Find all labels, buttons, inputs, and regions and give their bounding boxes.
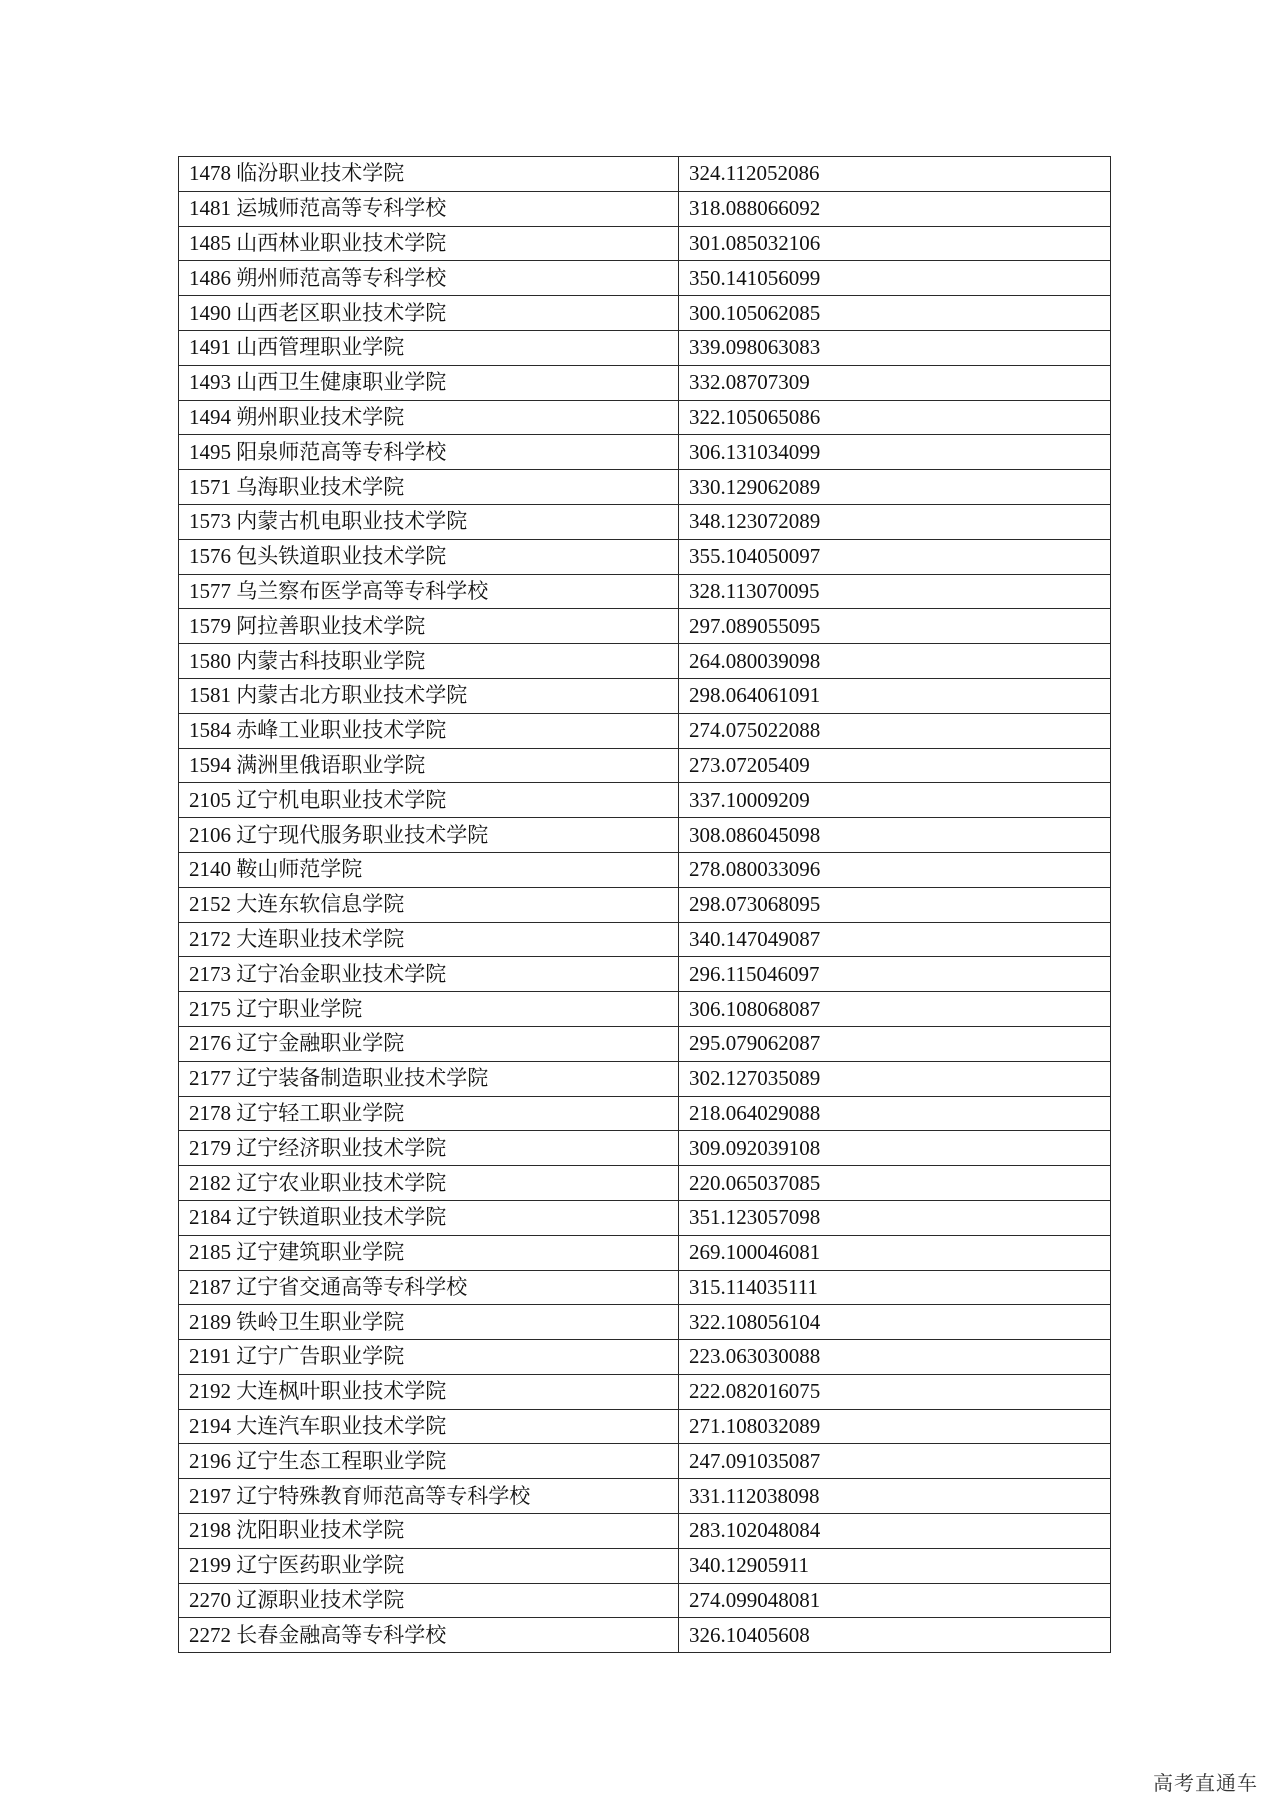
table-row <box>179 1618 1111 1653</box>
school-cell: 1478 临汾职业技术学院 <box>179 157 679 192</box>
school-cell: 1573 内蒙古机电职业技术学院 <box>179 504 679 539</box>
value-cell: 298.064061091 <box>679 678 1111 713</box>
table-row <box>179 1131 1111 1166</box>
school-cell: 2173 辽宁冶金职业技术学院 <box>179 957 679 992</box>
value-cell: 247.091035087 <box>679 1444 1111 1479</box>
school-cell: 2196 辽宁生态工程职业学院 <box>179 1444 679 1479</box>
table-row <box>179 713 1111 748</box>
school-cell: 2272 长春金融高等专科学校 <box>179 1618 679 1653</box>
school-cell: 2189 铁岭卫生职业学院 <box>179 1305 679 1340</box>
table-row <box>179 365 1111 400</box>
table-row <box>179 574 1111 609</box>
value-cell: 308.086045098 <box>679 818 1111 853</box>
table-row <box>179 1340 1111 1375</box>
table-row <box>179 504 1111 539</box>
table-row <box>179 226 1111 261</box>
table-row <box>179 1270 1111 1305</box>
value-cell: 300.105062085 <box>679 296 1111 331</box>
value-cell: 306.131034099 <box>679 435 1111 470</box>
value-cell: 337.10009209 <box>679 783 1111 818</box>
school-cell: 2176 辽宁金融职业学院 <box>179 1026 679 1061</box>
school-cell: 1576 包头铁道职业技术学院 <box>179 539 679 574</box>
school-cell: 2182 辽宁农业职业技术学院 <box>179 1166 679 1201</box>
school-cell: 2178 辽宁轻工职业学院 <box>179 1096 679 1131</box>
school-cell: 1580 内蒙古科技职业学院 <box>179 644 679 679</box>
value-cell: 339.098063083 <box>679 330 1111 365</box>
value-cell: 331.112038098 <box>679 1479 1111 1514</box>
school-cell: 2270 辽源职业技术学院 <box>179 1583 679 1618</box>
value-cell: 296.115046097 <box>679 957 1111 992</box>
value-cell: 220.065037085 <box>679 1166 1111 1201</box>
value-cell: 332.08707309 <box>679 365 1111 400</box>
school-cell: 1594 满洲里俄语职业学院 <box>179 748 679 783</box>
value-cell: 222.082016075 <box>679 1374 1111 1409</box>
value-cell: 271.108032089 <box>679 1409 1111 1444</box>
table-row <box>179 1166 1111 1201</box>
school-cell: 1490 山西老区职业技术学院 <box>179 296 679 331</box>
school-cell: 1486 朔州师范高等专科学校 <box>179 261 679 296</box>
value-cell: 269.100046081 <box>679 1235 1111 1270</box>
school-cell: 2177 辽宁装备制造职业技术学院 <box>179 1061 679 1096</box>
table-row <box>179 678 1111 713</box>
value-cell: 350.141056099 <box>679 261 1111 296</box>
table-row <box>179 887 1111 922</box>
score-table <box>178 156 1111 1653</box>
value-cell: 283.102048084 <box>679 1514 1111 1549</box>
table-row <box>179 1479 1111 1514</box>
value-cell: 264.080039098 <box>679 644 1111 679</box>
table-row <box>179 1305 1111 1340</box>
table-row <box>179 644 1111 679</box>
table-row <box>179 157 1111 192</box>
school-cell: 2197 辽宁特殊教育师范高等专科学校 <box>179 1479 679 1514</box>
table-row <box>179 1096 1111 1131</box>
school-cell: 2187 辽宁省交通高等专科学校 <box>179 1270 679 1305</box>
table-row <box>179 539 1111 574</box>
value-cell: 315.114035111 <box>679 1270 1111 1305</box>
table-row <box>179 1061 1111 1096</box>
table-row <box>179 296 1111 331</box>
school-cell: 1481 运城师范高等专科学校 <box>179 191 679 226</box>
table-row <box>179 818 1111 853</box>
table-row <box>179 1514 1111 1549</box>
table-row <box>179 1583 1111 1618</box>
table-row <box>179 1200 1111 1235</box>
value-cell: 301.085032106 <box>679 226 1111 261</box>
table-row <box>179 748 1111 783</box>
school-cell: 2184 辽宁铁道职业技术学院 <box>179 1200 679 1235</box>
value-cell: 223.063030088 <box>679 1340 1111 1375</box>
value-cell: 306.108068087 <box>679 992 1111 1027</box>
school-cell: 2191 辽宁广告职业学院 <box>179 1340 679 1375</box>
school-cell: 1581 内蒙古北方职业技术学院 <box>179 678 679 713</box>
school-cell: 2192 大连枫叶职业技术学院 <box>179 1374 679 1409</box>
value-cell: 297.089055095 <box>679 609 1111 644</box>
value-cell: 324.112052086 <box>679 157 1111 192</box>
table-row <box>179 1444 1111 1479</box>
school-cell: 1577 乌兰察布医学高等专科学校 <box>179 574 679 609</box>
table-row <box>179 957 1111 992</box>
value-cell: 274.099048081 <box>679 1583 1111 1618</box>
value-cell: 340.147049087 <box>679 922 1111 957</box>
value-cell: 302.127035089 <box>679 1061 1111 1096</box>
value-cell: 348.123072089 <box>679 504 1111 539</box>
school-cell: 1571 乌海职业技术学院 <box>179 470 679 505</box>
value-cell: 295.079062087 <box>679 1026 1111 1061</box>
table-row <box>179 191 1111 226</box>
watermark-text: 高考直通车 <box>1153 1771 1258 1795</box>
value-cell: 328.113070095 <box>679 574 1111 609</box>
table-row <box>179 852 1111 887</box>
table-row <box>179 922 1111 957</box>
value-cell: 274.075022088 <box>679 713 1111 748</box>
school-cell: 2199 辽宁医药职业学院 <box>179 1548 679 1583</box>
value-cell: 330.129062089 <box>679 470 1111 505</box>
value-cell: 322.105065086 <box>679 400 1111 435</box>
school-cell: 2140 鞍山师范学院 <box>179 852 679 887</box>
table-row <box>179 435 1111 470</box>
value-cell: 326.10405608 <box>679 1618 1111 1653</box>
school-cell: 2105 辽宁机电职业技术学院 <box>179 783 679 818</box>
school-cell: 2179 辽宁经济职业技术学院 <box>179 1131 679 1166</box>
value-cell: 355.104050097 <box>679 539 1111 574</box>
value-cell: 218.064029088 <box>679 1096 1111 1131</box>
value-cell: 309.092039108 <box>679 1131 1111 1166</box>
table-row <box>179 400 1111 435</box>
school-cell: 2172 大连职业技术学院 <box>179 922 679 957</box>
school-cell: 2106 辽宁现代服务职业技术学院 <box>179 818 679 853</box>
school-cell: 1493 山西卫生健康职业学院 <box>179 365 679 400</box>
table-row <box>179 470 1111 505</box>
table-row <box>179 1409 1111 1444</box>
table-row <box>179 1235 1111 1270</box>
value-cell: 351.123057098 <box>679 1200 1111 1235</box>
table-row <box>179 261 1111 296</box>
school-cell: 2152 大连东软信息学院 <box>179 887 679 922</box>
table-row <box>179 783 1111 818</box>
value-cell: 318.088066092 <box>679 191 1111 226</box>
value-cell: 322.108056104 <box>679 1305 1111 1340</box>
value-cell: 298.073068095 <box>679 887 1111 922</box>
school-cell: 1494 朔州职业技术学院 <box>179 400 679 435</box>
school-cell: 1485 山西林业职业技术学院 <box>179 226 679 261</box>
table-row <box>179 330 1111 365</box>
school-cell: 2194 大连汽车职业技术学院 <box>179 1409 679 1444</box>
school-cell: 2198 沈阳职业技术学院 <box>179 1514 679 1549</box>
value-cell: 278.080033096 <box>679 852 1111 887</box>
table-row <box>179 1026 1111 1061</box>
table-row <box>179 1374 1111 1409</box>
school-cell: 1579 阿拉善职业技术学院 <box>179 609 679 644</box>
table-row <box>179 609 1111 644</box>
school-cell: 1491 山西管理职业学院 <box>179 330 679 365</box>
school-cell: 2185 辽宁建筑职业学院 <box>179 1235 679 1270</box>
school-cell: 1495 阳泉师范高等专科学校 <box>179 435 679 470</box>
table-row <box>179 992 1111 1027</box>
score-table-body <box>179 157 1111 1653</box>
value-cell: 273.07205409 <box>679 748 1111 783</box>
value-cell: 340.12905911 <box>679 1548 1111 1583</box>
school-cell: 1584 赤峰工业职业技术学院 <box>179 713 679 748</box>
school-cell: 2175 辽宁职业学院 <box>179 992 679 1027</box>
table-row <box>179 1548 1111 1583</box>
